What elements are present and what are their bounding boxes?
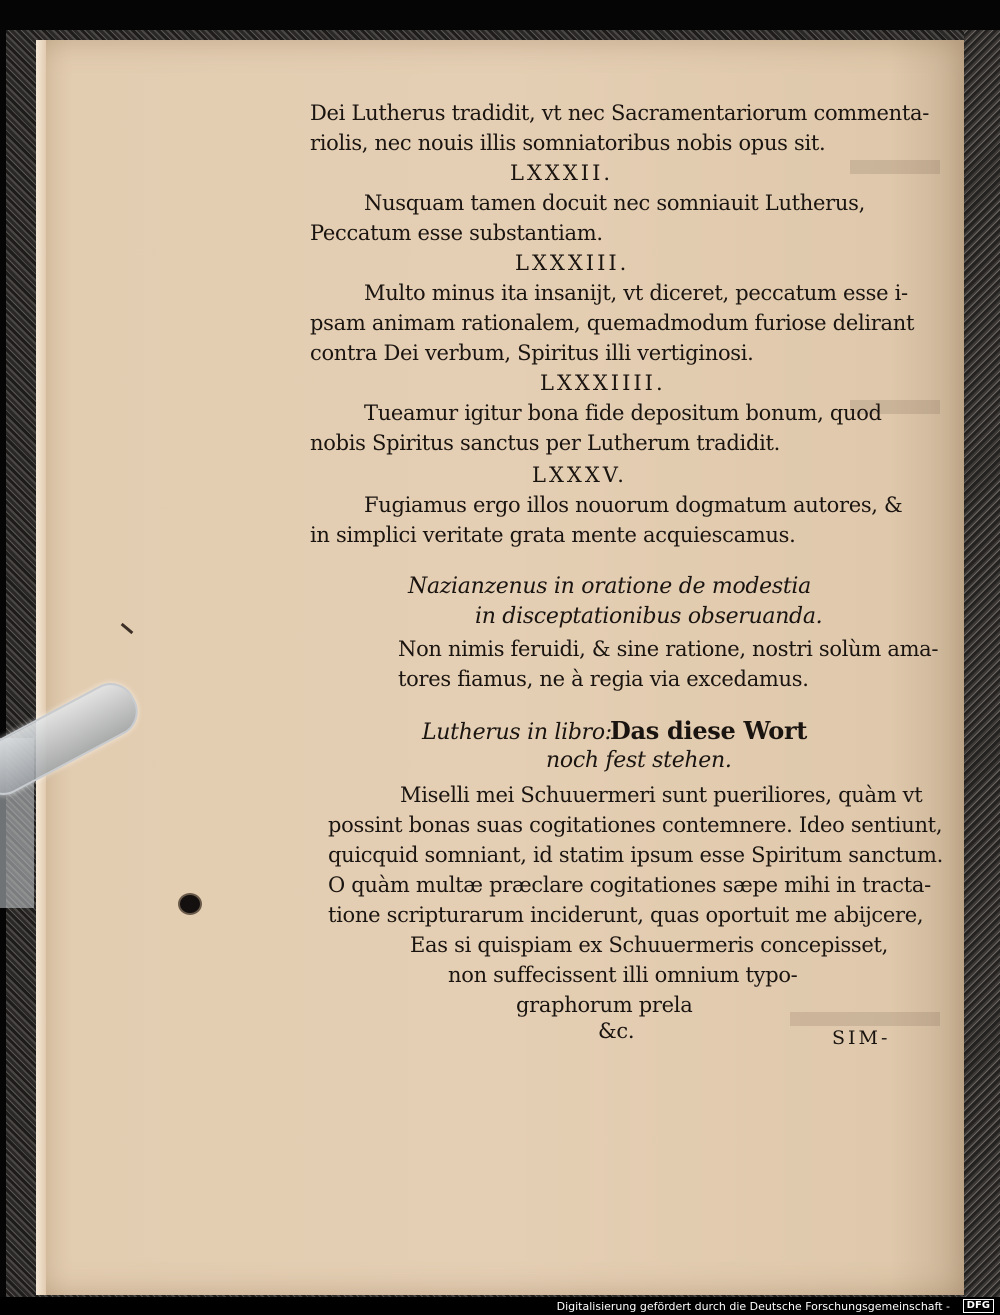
section-heading: LXXXIIII. bbox=[540, 371, 666, 395]
text-line: riolis, nec nouis illis somniatoribus nobis opus sit. bbox=[310, 131, 826, 155]
text-line: Dei Lutherus tradidit, vt nec Sacramentariorum commenta- bbox=[310, 101, 930, 125]
text-line: Miselli mei Schuuermeri sunt pueriliores, quàm vt bbox=[400, 783, 923, 807]
text-line: O quàm multæ præclare cogitationes sæpe mihi in tracta- bbox=[328, 873, 931, 897]
text-line: Nusquam tamen docuit nec somniauit Lutherus, bbox=[364, 191, 865, 215]
text-line: graphorum prela bbox=[516, 993, 693, 1017]
book-cover-right bbox=[964, 30, 1000, 1300]
footer-credit: Digitalisierung gefördert durch die Deutsche Forschungsgemeinschaft - bbox=[556, 1300, 950, 1313]
dfg-logo: DFG bbox=[963, 1299, 994, 1313]
text-line: Multo minus ita insanijt, vt diceret, peccatum esse i- bbox=[364, 281, 908, 305]
catchword: SIM- bbox=[832, 1027, 891, 1049]
quote-heading: Lutherus in libro: bbox=[422, 720, 612, 745]
quote-heading: Nazianzenus in oratione de modestia bbox=[408, 574, 811, 599]
text-line: in simplici veritate grata mente acquiescamus. bbox=[310, 523, 796, 547]
text-line: Peccatum esse substantiam. bbox=[310, 221, 603, 245]
section-heading: LXXXII. bbox=[510, 161, 614, 185]
text-line: psam animam rationalem, quemadmodum furiose delirant bbox=[310, 311, 915, 335]
text-line: Non nimis feruidi, & sine ratione, nostri solùm ama- bbox=[398, 637, 939, 661]
section-heading: LXXXIII. bbox=[515, 251, 630, 275]
text-line: possint bonas suas cogitationes contemnere. Ideo sentiunt, bbox=[328, 813, 943, 837]
blackletter-title: Das diese Wort bbox=[610, 716, 808, 745]
page-edge bbox=[36, 40, 46, 1295]
text-line: &c. bbox=[598, 1019, 635, 1043]
text-line: tores fiamus, ne à regia via excedamus. bbox=[398, 667, 809, 691]
text-line: tione scripturarum inciderunt, quas oportuit me abijcere, bbox=[328, 903, 924, 927]
ink-blot bbox=[178, 893, 202, 915]
text-line: Eas si quispiam ex Schuuermeris concepisset, bbox=[410, 933, 889, 957]
text-line: nobis Spiritus sanctus per Lutherum tradidit. bbox=[310, 431, 781, 455]
show-through bbox=[790, 1012, 940, 1026]
footer-bar bbox=[0, 1297, 1000, 1315]
show-through bbox=[850, 160, 940, 174]
text-line: Tueamur igitur bona fide depositum bonum, quod bbox=[364, 401, 882, 425]
text-line: quicquid somniant, id statim ipsum esse Spiritum sanctum. bbox=[328, 843, 943, 867]
text-line: contra Dei verbum, Spiritus illi vertiginosi. bbox=[310, 341, 754, 365]
section-heading: LXXXV. bbox=[532, 463, 627, 487]
quote-heading: noch fest stehen. bbox=[546, 748, 732, 773]
text-line: non suffecissent illi omnium typo- bbox=[448, 963, 798, 987]
quote-heading: in disceptationibus obseruanda. bbox=[475, 604, 823, 629]
text-line: Fugiamus ergo illos nouorum dogmatum autores, & bbox=[364, 493, 903, 517]
